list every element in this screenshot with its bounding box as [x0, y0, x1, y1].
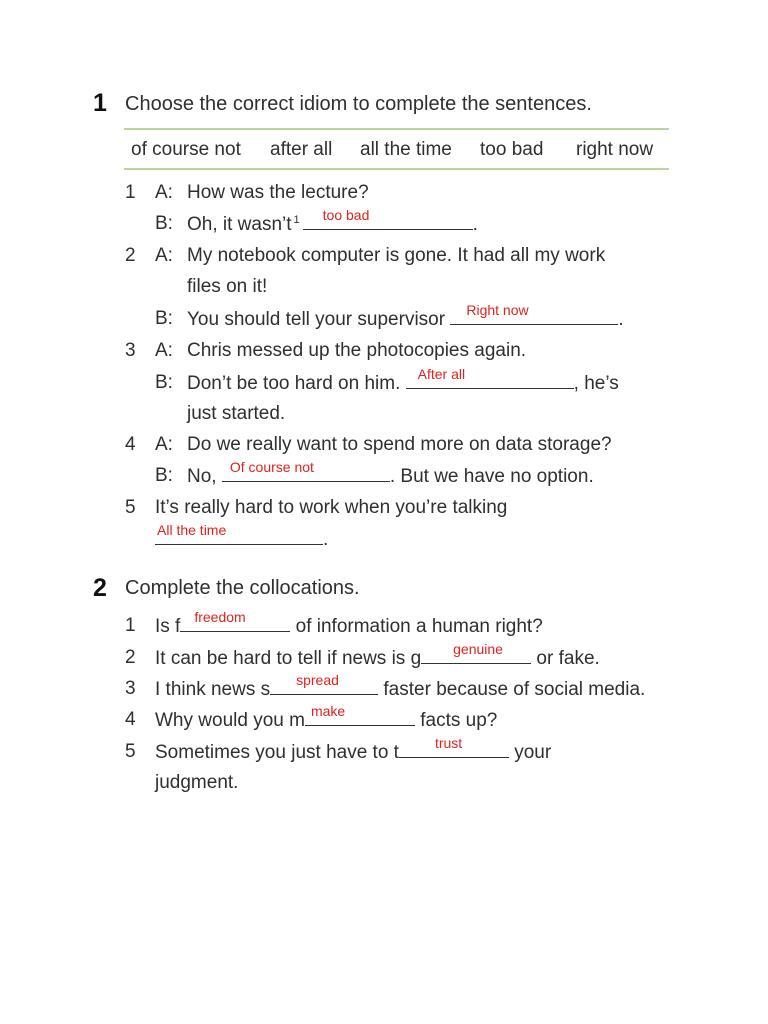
dialogue-line: just started.: [187, 403, 286, 424]
answer-blank[interactable]: [270, 672, 378, 695]
answer-text: spread: [296, 672, 339, 688]
exercise-2-number: 2: [93, 574, 107, 602]
sentence-text: It’s really hard to work when you’re talking: [155, 497, 508, 518]
idiom-option: after all: [270, 139, 333, 160]
answer-blank[interactable]: [303, 207, 473, 230]
speaker-label: B:: [155, 308, 173, 329]
answer-blank[interactable]: [399, 735, 509, 758]
options-top-rule: [124, 128, 669, 130]
answer-blank[interactable]: [421, 641, 531, 664]
idiom-option: right now: [576, 139, 654, 160]
item-number: 1: [125, 615, 136, 636]
item-number: 4: [125, 434, 136, 455]
answer-blank[interactable]: [450, 302, 618, 325]
dialogue-line: Chris messed up the photocopies again.: [187, 340, 527, 361]
answer-blank[interactable]: [305, 703, 415, 726]
sentence-text: Is f freedom of information a human right?: [155, 609, 543, 637]
item-number: 5: [125, 497, 136, 518]
answer-text: genuine: [453, 641, 503, 657]
item-number: 5: [125, 741, 136, 762]
speaker-label: B:: [155, 465, 173, 486]
dialogue-line: How was the lecture?: [187, 182, 369, 203]
sentence-text: It can be hard to tell if news is g genuine or fake.: [155, 641, 600, 669]
item-number: 2: [125, 245, 136, 266]
item-number: 4: [125, 709, 136, 730]
speaker-label: A:: [155, 340, 173, 361]
dialogue-line: You should tell your supervisor Right now .: [187, 302, 624, 330]
sentence-text: I think news s spread faster because of social media.: [155, 672, 646, 700]
item-number: 3: [125, 678, 136, 699]
dialogue-line: No, Of course not . But we have no option.: [187, 459, 594, 487]
item-number: 1: [125, 182, 136, 203]
answer-blank[interactable]: [180, 609, 290, 632]
options-bottom-rule: [124, 168, 669, 170]
item-number: 3: [125, 340, 136, 361]
idiom-option: of course not: [131, 139, 241, 160]
answer-text: After all: [417, 366, 466, 382]
exercise-1-title: Choose the correct idiom to complete the sentences.: [125, 93, 592, 115]
answer-text: too bad: [322, 207, 370, 223]
sentence-text: judgment.: [155, 772, 239, 793]
answer-blank[interactable]: [155, 522, 323, 545]
idiom-option: too bad: [480, 139, 544, 160]
answer-blank[interactable]: [406, 366, 574, 389]
sentence-text: Why would you m make facts up?: [155, 703, 498, 731]
item-number: 2: [125, 647, 136, 668]
exercise-1-number: 1: [93, 89, 107, 117]
speaker-label: A:: [155, 245, 173, 266]
answer-text: Of course not: [229, 459, 314, 475]
speaker-label: A:: [155, 182, 173, 203]
dialogue-line: Don’t be too hard on him. After all , he’s: [187, 366, 619, 394]
footnote-marker: 1: [293, 213, 300, 226]
speaker-label: B:: [155, 372, 173, 393]
answer-text: All the time: [157, 522, 227, 538]
dialogue-line: files on it!: [187, 276, 268, 297]
idiom-option: all the time: [360, 139, 452, 160]
answer-text: freedom: [194, 609, 246, 625]
speaker-label: A:: [155, 434, 173, 455]
sentence-text: All the time .: [157, 522, 329, 550]
dialogue-line: Do we really want to spend more on data storage?: [187, 434, 612, 455]
sentence-text: Sometimes you just have to t trust your: [155, 735, 552, 763]
answer-text: make: [310, 703, 346, 719]
dialogue-line: Oh, it wasn’t $^1$ too bad .: [187, 207, 478, 235]
speaker-label: B:: [155, 213, 173, 234]
exercise-2-title: Complete the collocations.: [125, 577, 360, 599]
answer-blank[interactable]: [222, 459, 390, 482]
answer-text: trust: [434, 735, 463, 751]
answer-text: Right now: [466, 302, 529, 318]
dialogue-line: My notebook computer is gone. It had all my work: [187, 245, 606, 266]
